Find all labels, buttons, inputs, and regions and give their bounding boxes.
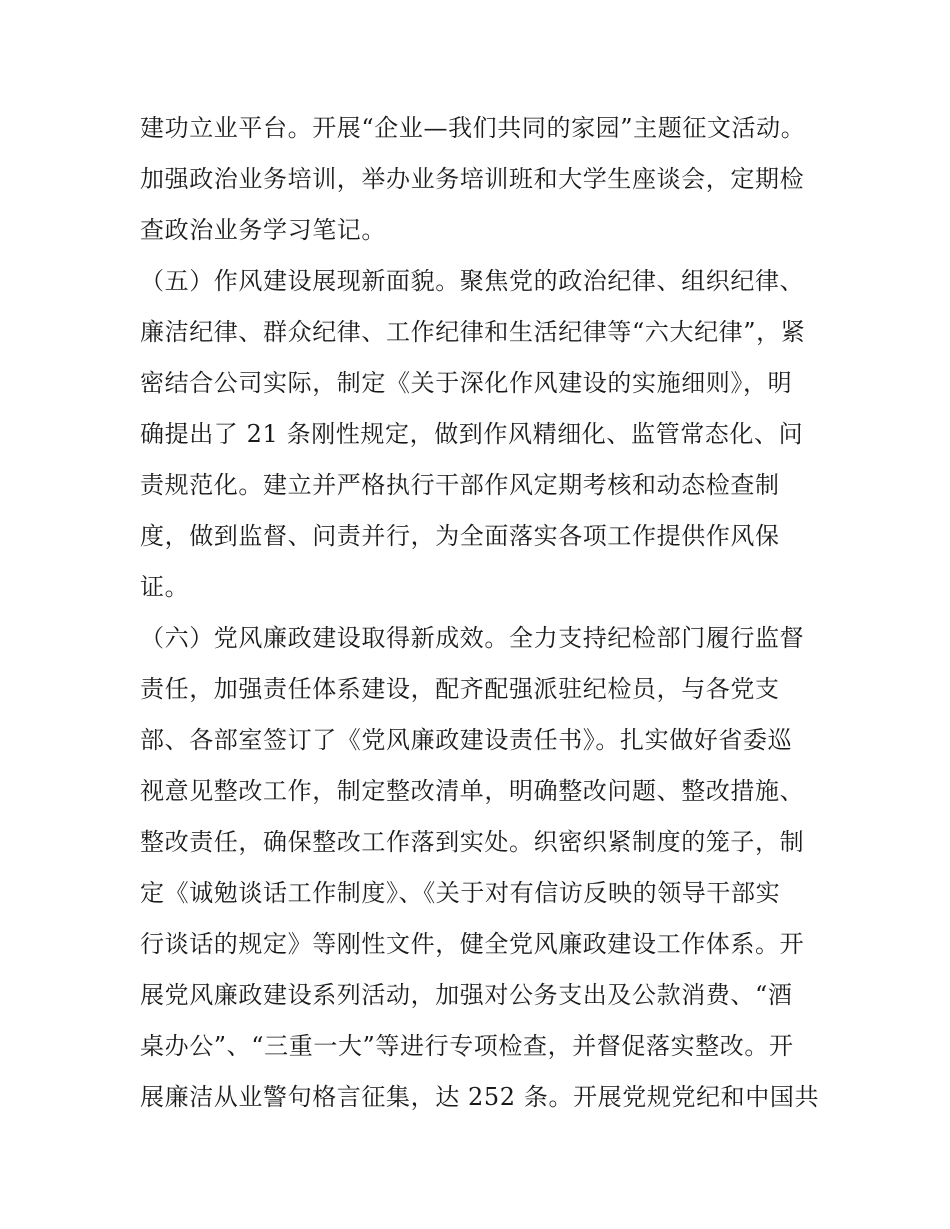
text-line: 行谈话的规定》等刚性文件，健全党风廉政建设工作体系。开: [140, 930, 805, 958]
text-line: 展廉洁从业警句格言征集，达 252 条。开展党规党纪和中国共: [140, 1083, 820, 1111]
text-line: 度，做到监督、问责并行，为全面落实各项工作提供作风保: [140, 522, 780, 550]
text-line: 加强政治业务培训，举办业务培训班和大学生座谈会，定期检: [140, 165, 805, 193]
text-line: 责规范化。建立并严格执行干部作风定期考核和动态检查制: [140, 471, 780, 499]
text-line: 整改责任，确保整改工作落到实处。织密织紧制度的笼子，制: [140, 828, 805, 856]
text-line: 密结合公司实际，制定《关于深化作风建设的实施细则》，明: [140, 369, 793, 397]
text-line: 确提出了 21 条刚性规定，做到作风精细化、监管常态化、问: [140, 420, 804, 448]
text-line: 责任，加强责任体系建设，配齐配强派驻纪检员，与各党支: [140, 675, 780, 703]
text-line: 视意见整改工作，制定整改清单，明确整改问题、整改措施、: [140, 777, 805, 805]
text-line: 展党风廉政建设系列活动，加强对公务支出及公款消费、“酒: [140, 981, 793, 1009]
text-line: 建功立业平台。开展“企业—我们共同的家园”主题征文活动。: [140, 114, 806, 142]
text-line: 桌办公”、“三重一大”等进行专项检查，并督促落实整改。开: [140, 1032, 794, 1060]
text-line: （五）作风建设展现新面貌。聚焦党的政治纪律、组织纪律、: [140, 267, 805, 295]
text-line: 廉洁纪律、群众纪律、工作纪律和生活纪律等“六大纪律”，紧: [140, 318, 806, 346]
text-line: 部、各部室签订了《党风廉政建设责任书》。扎实做好省委巡: [140, 726, 793, 754]
text-line: 证。: [140, 573, 190, 601]
text-line: 查政治业务学习笔记。: [140, 216, 386, 244]
text-line: 定《诚勉谈话工作制度》、《关于对有信访反映的领导干部实: [140, 879, 781, 907]
text-line: （六）党风廉政建设取得新成效。全力支持纪检部门履行监督: [140, 624, 805, 652]
